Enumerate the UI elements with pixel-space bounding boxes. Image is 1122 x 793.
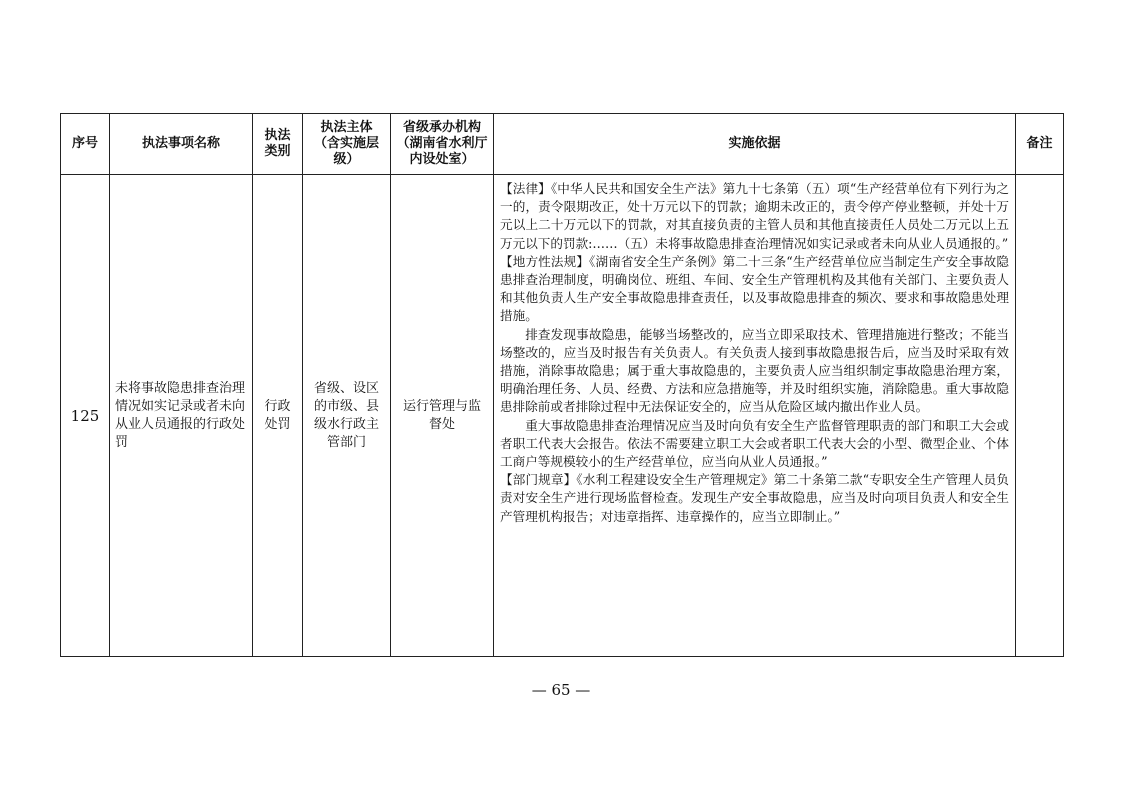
basis-local-regulation-paragraph-3: 重大事故隐患排查治理情况应当及时向负有安全生产监督管理职责的部门和职工大会或者职工代表大会报告。依法不需要建立职工大会或者职工代表大会的小型、微型企业、个体工商户等规模较小的生产经营单位，应当向从业人员通报。” — [500, 417, 1009, 470]
header-remark: 备注 — [1016, 114, 1064, 175]
header-basis: 实施依据 — [494, 114, 1016, 175]
header-index: 序号 — [61, 114, 110, 175]
basis-text — [500, 180, 1009, 526]
row-index: 125 — [61, 175, 110, 657]
row-basis — [494, 175, 1016, 657]
table-row — [61, 175, 1064, 657]
header-category: 执法类别 — [253, 114, 303, 175]
basis-local-regulation-paragraph-2: 排查发现事故隐患，能够当场整改的，应当立即采取技术、管理措施进行整改；不能当场整改的，应当及时报告有关负责人。有关负责人接到事故隐患报告后，应当及时采取有效措施，消除事故隐患；属于重大事故隐患的，主要负责人应当组织制定事故隐患治理方案，明确治理任务、人员、经费、方法和应急措施等，并及时组织实施，消除隐患。重大事故隐患排除前或者排除过程中无法保证安全的，应当从危险区域内撤出作业人员。 — [500, 326, 1009, 415]
header-subject: 执法主体（含实施层级） — [303, 114, 391, 175]
table-header-row — [61, 114, 1064, 175]
header-name: 执法事项名称 — [110, 114, 253, 175]
basis-local-regulation: 【地方性法规】《湖南省安全生产条例》第二十三条“生产经营单位应当制定生产安全事故隐患排查治理制度，明确岗位、班组、车间、安全生产管理机构及其他有关部门、主要负责人和其他负责人生产安全事故隐患排查责任，以及事故隐患排查的频次、要求和事故隐患处理措施。 — [500, 253, 1009, 324]
page-number: — 65 — — [531, 681, 591, 699]
header-agency: 省级承办机构（湖南省水利厅内设处室） — [391, 114, 494, 175]
basis-law: 【法律】《中华人民共和国安全生产法》第九十七条第（五）项“生产经营单位有下列行为之一的，责令限期改正，处十万元以下的罚款；逾期未改正的，责令停产停业整顿，并处十万元以上二十万元以下的罚款，对其直接负责的主管人员和其他直接责任人员处二万元以上五万元以下的罚款:……（五）未将事故隐患排查治理情况如实记录或者未向从业人员通报的。” — [500, 181, 1009, 251]
row-remark — [1016, 175, 1064, 657]
row-category: 行政处罚 — [253, 175, 303, 657]
row-item-name: 未将事故隐患排查治理情况如实记录或者未向从业人员通报的行政处罚 — [110, 175, 253, 657]
row-subject: 省级、设区的市级、县级水行政主管部门 — [303, 175, 391, 657]
enforcement-table — [60, 113, 1064, 657]
row-agency: 运行管理与监督处 — [391, 175, 494, 657]
basis-department-rule: 【部门规章】《水利工程建设安全生产管理规定》第二十条第二款“专职安全生产管理人员负责对安全生产进行现场监督检查。发现生产安全事故隐患，应当及时向项目负责人和安全生产管理机构报告；对违章指挥、违章操作的，应当立即制止。” — [500, 472, 1009, 524]
